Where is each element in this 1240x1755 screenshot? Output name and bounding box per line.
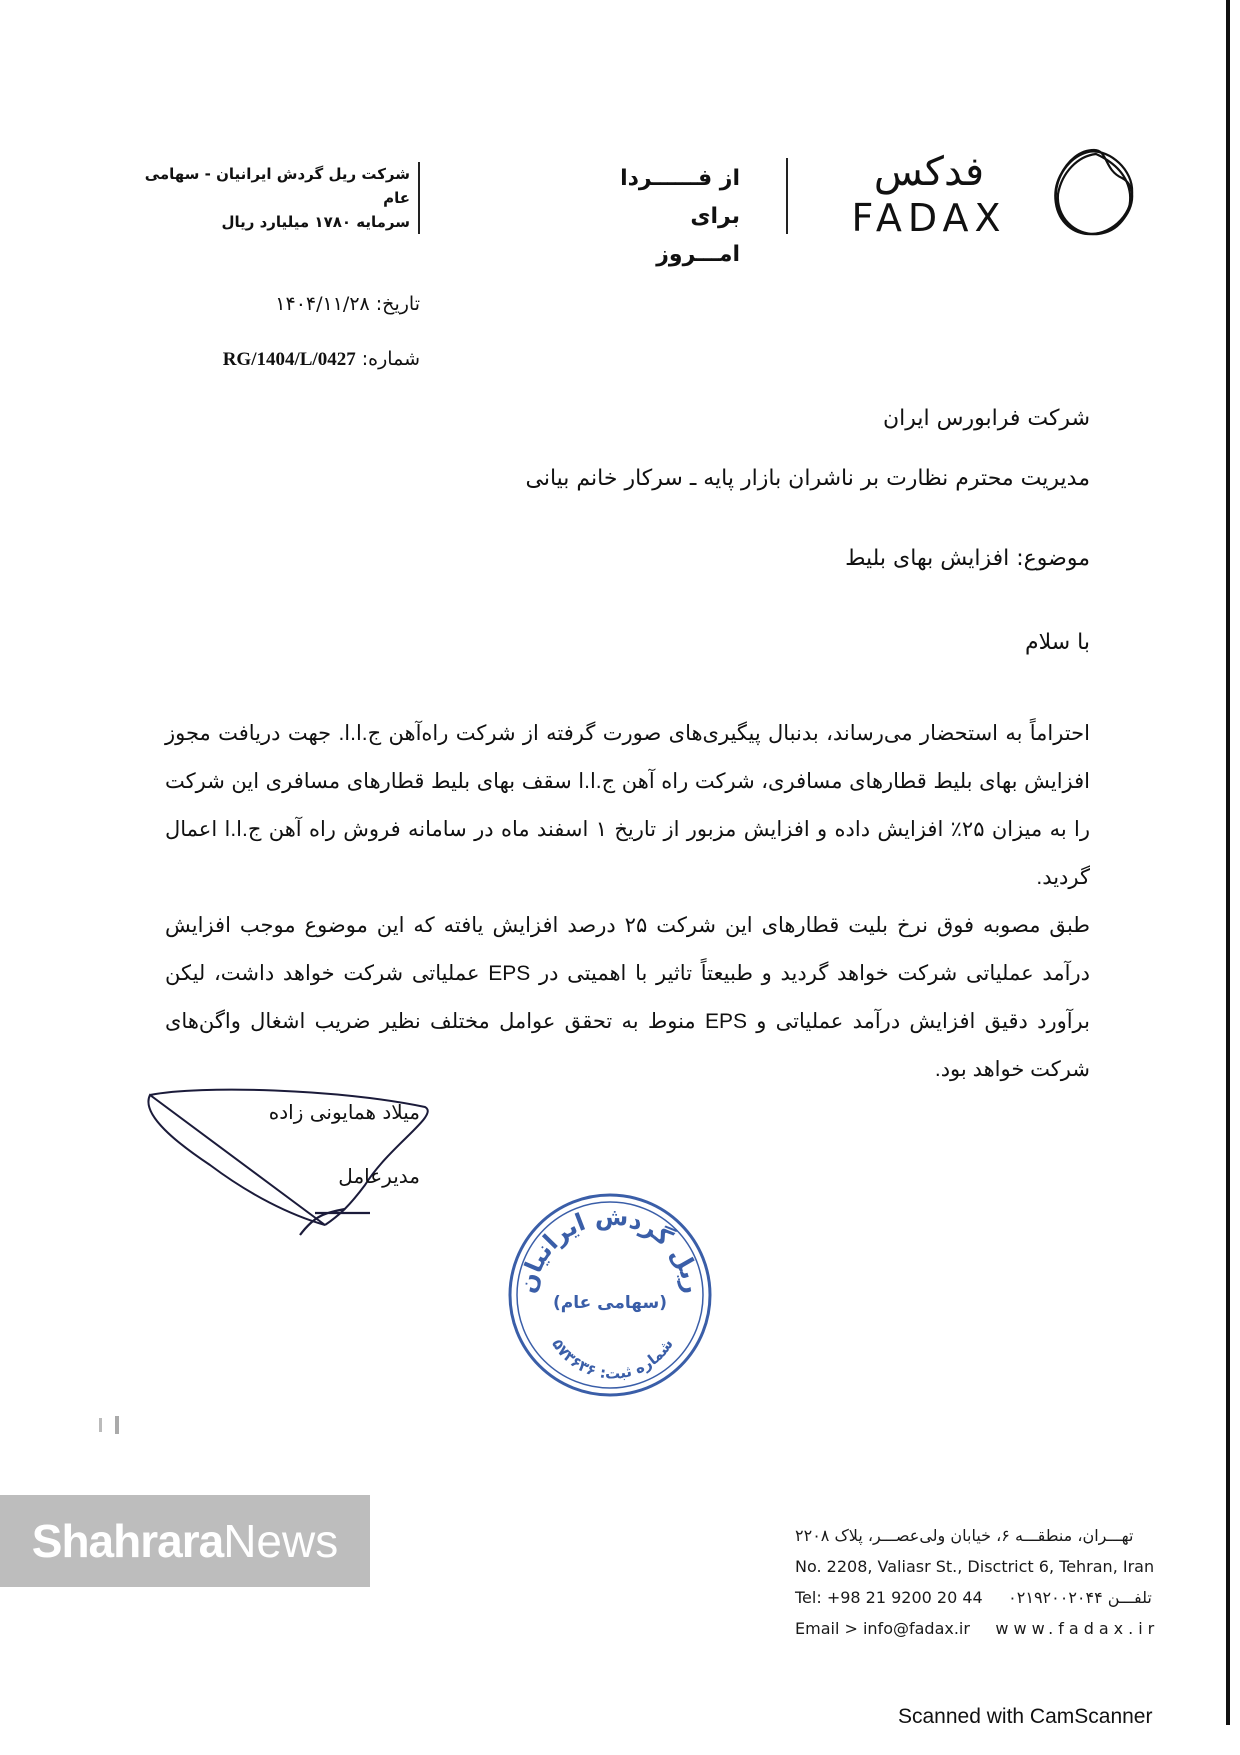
camscanner-note: Scanned with CamScanner: [898, 1705, 1153, 1728]
brand-name-fa: فدکس: [873, 149, 985, 195]
letter-subject: موضوع: افزایش بهای بلیط: [845, 546, 1090, 571]
footer-phone-fa: تلفـــن ۰۲۱۹۲۰۰۲۰۴۴: [1008, 1588, 1152, 1607]
footer-address-en: No. 2208, Valiasr St., Disctrict 6, Tehran, Iran: [795, 1557, 1155, 1576]
scan-artifact-marks: [95, 1410, 135, 1440]
letter-date: [200, 290, 420, 318]
recipient-department: مدیریت محترم نظارت بر ناشران بازار پایه ـ سرکار خانم بیانی: [525, 466, 1090, 491]
svg-text:ریل گردش ایرانیان: ریل گردش ایرانیان: [513, 1202, 707, 1296]
svg-text:شماره ثبت: ۵۷۳۶۳۶: شماره ثبت: ۵۷۳۶۳۶: [548, 1335, 677, 1383]
fadax-logo-icon: [1048, 142, 1140, 242]
footer-email[interactable]: Email > info@fadax.ir: [795, 1619, 970, 1638]
watermark-light-text: News: [223, 1515, 339, 1567]
letter-greeting: با سلام: [1024, 630, 1090, 655]
svg-text:(سهامی عام): (سهامی عام): [553, 1293, 667, 1313]
scan-edge-border: [1226, 0, 1230, 1725]
footer-contact: [795, 1520, 1175, 1644]
slogan-block: [600, 160, 740, 274]
company-seal-stamp-icon: [505, 1190, 715, 1400]
body-paragraph-1: احتراماً به استحضار می‌رساند، بدنبال پیگیری‌های صورت گرفته از شرکت راه‌آهن ج.ا.ا. جهت دریافت مجوز افزایش بهای بلیط قطارهای مسافری، شرکت راه آهن ج.ا.ا سقف بهای بلیط قطارهای مسافری این شرکت را به میزان ۲۵٪ افزایش داده و افزایش مزبور از تاریخ ۱ اسفند ماه در سامانه فروش راه آهن ج.ا.ا اعمال گردید.: [165, 722, 1091, 889]
header-divider: [786, 158, 788, 234]
company-info-block: [140, 162, 420, 234]
slogan-line-1: از فــــــردا: [620, 166, 740, 191]
company-capital: سرمایه ۱۷۸۰ میلیارد ریال: [221, 213, 410, 231]
date-label: تاریخ:: [375, 293, 420, 315]
footer-phone-en: Tel: +98 21 9200 20 44: [795, 1588, 983, 1607]
letter-body: [165, 710, 1090, 1094]
shahrara-news-watermark: [0, 1495, 370, 1587]
number-label: شماره:: [361, 348, 420, 370]
letter-number: [190, 345, 420, 374]
signer-title: مدیرعامل: [338, 1164, 420, 1188]
body-paragraph-2: طبق مصوبه فوق نرخ بلیت قطارهای این شرکت ۲۵ درصد افزایش یافته که این موضوع موجب افزایش درآمد عملیاتی شرکت خواهد گردید و طبیعتاً تاثیر با اهمیتی در EPS عملیاتی شرکت خواهد داشت، لیکن برآورد دقیق افزایش درآمد عملیاتی و EPS منوط به تحقق عوامل مختلف نظیر ضریب اشغال واگن‌های شرکت خواهد بود.: [165, 914, 1090, 1081]
footer-phone-row: [795, 1582, 1175, 1613]
footer-website[interactable]: www.fadax.ir: [995, 1619, 1160, 1638]
slogan-line-2: برای امـــروز: [656, 204, 740, 267]
watermark-bold-text: Shahrara: [31, 1515, 224, 1567]
footer-address-fa: تهـــران، منطقـــه ۶، خیابان ولی‌عصـــر، پلاک ۲۲۰۸: [795, 1526, 1134, 1545]
brand-name-en: FADAX: [851, 196, 1007, 240]
signer-name: میلاد همایونی زاده: [268, 1100, 420, 1124]
number-value: RG/1404/L/0427: [222, 349, 356, 370]
company-name: شرکت ریل گردش ایرانیان - سهامی عام: [144, 165, 410, 207]
recipient-organization: شرکت فرابورس ایران: [882, 406, 1090, 431]
footer-web-row: [795, 1613, 1175, 1644]
date-value: ۱۴۰۴/۱۱/۲۸: [275, 293, 370, 315]
